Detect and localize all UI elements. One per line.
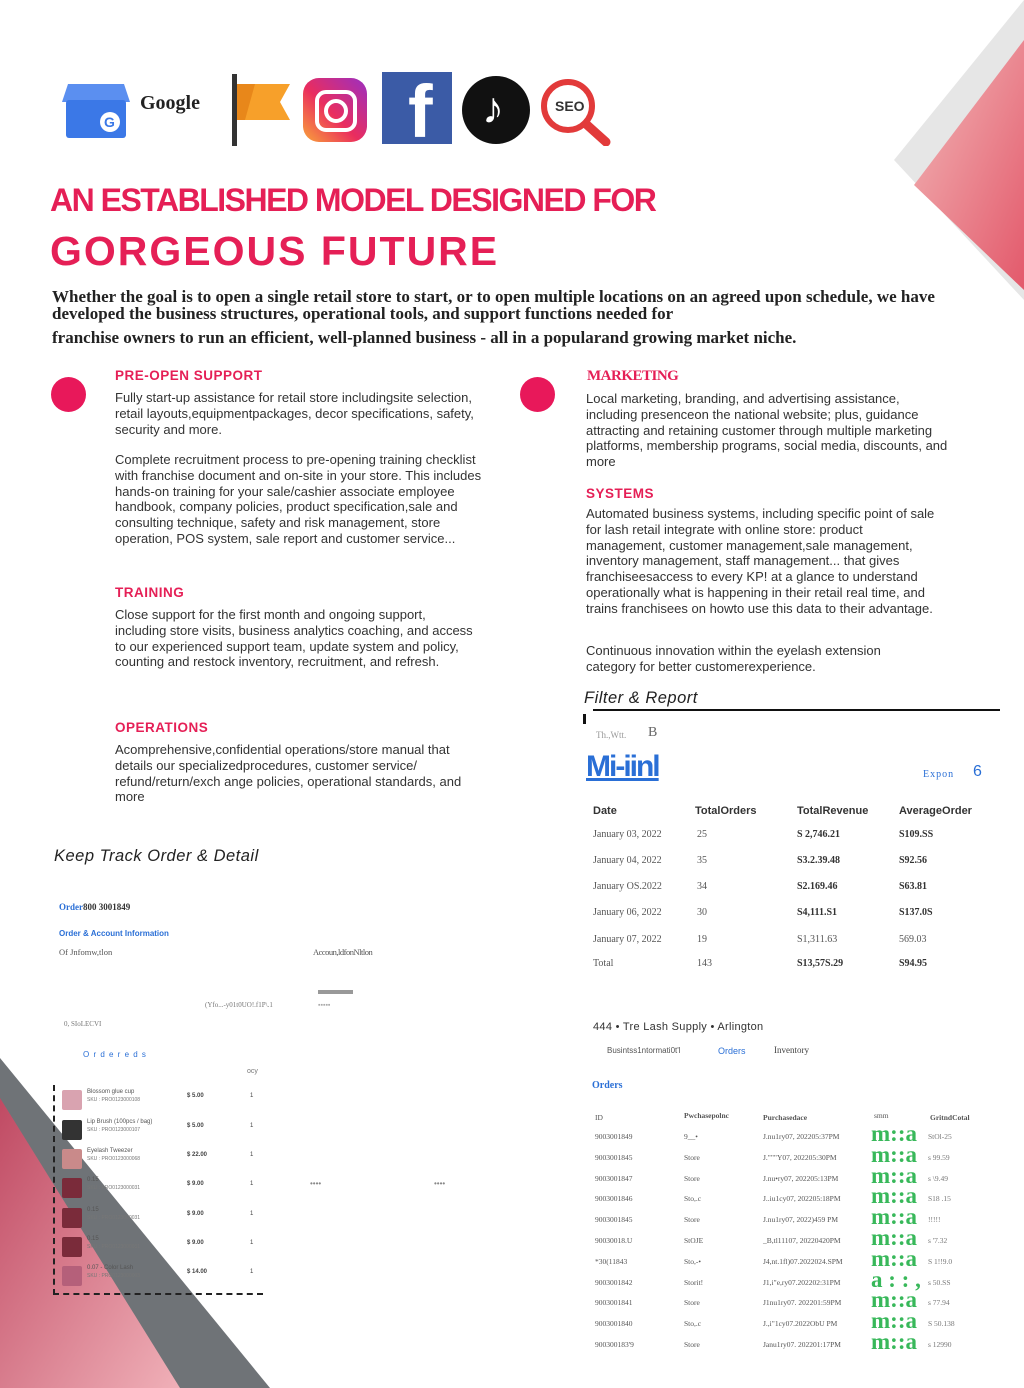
report-cell: S3.2.39.48 bbox=[797, 855, 841, 866]
order-cell: Sto,.c bbox=[684, 1194, 702, 1204]
order-cell[interactable]: *30(11843 bbox=[595, 1256, 628, 1266]
seo-magnifier-icon bbox=[538, 76, 612, 146]
ordered-item-row[interactable] bbox=[62, 1118, 262, 1144]
seo-label: SEO bbox=[555, 98, 585, 114]
tab-orders[interactable]: Orders bbox=[718, 1046, 746, 1056]
product-name: 0.15 bbox=[87, 1236, 99, 1242]
quantity-label: ocy bbox=[247, 1068, 258, 1075]
logo-strip bbox=[60, 70, 620, 153]
report-cell: S 2,746.21 bbox=[797, 829, 841, 840]
systems-text-2: Continuous innovation within the eyelash extension category for better customerexperience. bbox=[586, 643, 881, 674]
report-cell: 569.03 bbox=[899, 934, 927, 945]
instagram-icon bbox=[303, 78, 367, 142]
product-name: 0.15 bbox=[87, 1177, 99, 1183]
product-name: Blossom glue cup bbox=[87, 1089, 135, 1095]
product-quantity: 1 bbox=[250, 1152, 254, 1158]
report-cell: S2.169.46 bbox=[797, 881, 838, 892]
product-quantity: 1 bbox=[250, 1123, 254, 1129]
google-my-business-icon bbox=[60, 76, 132, 140]
report-header-orders: TotalOrders bbox=[695, 805, 757, 817]
flag-icon bbox=[230, 74, 294, 146]
bullet-dot bbox=[51, 377, 86, 412]
tab-business-information[interactable]: Busintss1ntormati0t'l bbox=[607, 1046, 681, 1055]
order-cell: J1nu1ry07. 202201:59PM bbox=[763, 1298, 842, 1308]
order-cell: Sto,.c bbox=[684, 1319, 702, 1329]
order-cell: s '7.32 bbox=[928, 1236, 948, 1245]
product-price: $ 5.00 bbox=[187, 1093, 204, 1099]
placeholder-dots: ▪▪▪▪▪ bbox=[318, 1002, 331, 1009]
divider bbox=[593, 709, 1000, 711]
report-cell: S109.SS bbox=[899, 829, 934, 840]
report-title-link[interactable]: Mi-iinl bbox=[586, 750, 659, 783]
export-button[interactable]: Expon bbox=[923, 769, 955, 780]
product-thumbnail bbox=[62, 1120, 82, 1140]
order-cell: Store bbox=[684, 1173, 700, 1183]
report-cell: January 04, 2022 bbox=[593, 855, 662, 866]
product-thumbnail bbox=[62, 1208, 82, 1228]
order-number-value: 800 3001849 bbox=[83, 902, 131, 912]
systems-title: SYSTEMS bbox=[586, 486, 655, 501]
product-price: $ 9.00 bbox=[187, 1181, 204, 1187]
ordered-item-row[interactable] bbox=[62, 1088, 262, 1114]
report-cell: S94.95 bbox=[899, 958, 928, 969]
tab-inventory[interactable]: Inventory bbox=[774, 1045, 809, 1055]
ordered-item-row[interactable] bbox=[62, 1206, 262, 1232]
product-thumbnail bbox=[62, 1178, 82, 1198]
order-status: m::a bbox=[871, 1329, 917, 1354]
order-cell[interactable]: 90030018.U bbox=[595, 1236, 633, 1245]
orders-header-id: ID bbox=[595, 1113, 603, 1122]
order-cell: _B,tl11107, 20220420PM bbox=[763, 1236, 841, 1245]
order-cell[interactable]: 9003001841 bbox=[595, 1298, 633, 1308]
order-cell: StOJE bbox=[684, 1236, 704, 1245]
order-cell: Sto,-• bbox=[684, 1256, 702, 1266]
order-cell: StOl-25 bbox=[928, 1132, 952, 1141]
product-name: Eyelash Tweezer bbox=[87, 1148, 133, 1154]
order-cell[interactable]: 9003001845 bbox=[595, 1152, 633, 1162]
product-sku: SKU : PRO0123000003 bbox=[87, 1273, 141, 1279]
google-wordmark: Google bbox=[140, 92, 200, 114]
report-cell: 19 bbox=[697, 934, 707, 945]
order-cell: J.nu•ry07, 202205:13PM bbox=[763, 1173, 839, 1183]
intro-paragraph: Whether the goal is to open a single retail store to start, or to open multiple locations on an agreed upon schedule, we have developed the business structures, operational tools, and support functions needed for bbox=[52, 287, 935, 323]
pre-open-text-2: Complete recruitment process to pre-opening training checklist with franchise document and on-site in your store. This includes hands-on training for your sale/cashier associate employee handbook, company policies, product specification,sale and consulting technique, safety and risk management, store operation, POS system, sale report and customer service... bbox=[115, 452, 482, 546]
order-cell: S18 .15 bbox=[928, 1194, 951, 1204]
ordered-item-row[interactable] bbox=[62, 1235, 262, 1261]
order-cell: s 50.SS bbox=[928, 1277, 951, 1287]
ordered-item-row[interactable] bbox=[62, 1176, 262, 1202]
marketing-text: Local marketing, branding, and advertising assistance, including presenceon the national website; plus, guidance attracting and retaining customer through multiple marketing platforms, membership programs, social media, discounts, and more bbox=[586, 391, 948, 470]
report-header-revenue: TotalRevenue bbox=[797, 805, 869, 817]
training-title: TRAINING bbox=[115, 585, 185, 600]
order-cell: Store bbox=[684, 1152, 700, 1162]
headline-primary: AN ESTABLISHED MODEL DESIGNED FOR bbox=[50, 182, 656, 218]
order-cell[interactable]: 9003001840 bbox=[595, 1319, 633, 1329]
order-status: a : : , bbox=[871, 1266, 921, 1292]
corner-decoration-top-right bbox=[884, 0, 1024, 300]
order-cell: s \9.49 bbox=[928, 1173, 949, 1183]
order-meta-line-2: 0, SIoLECVI bbox=[64, 1020, 102, 1028]
order-account-section-title: Order & Account Information bbox=[59, 929, 169, 938]
report-cell: S92.56 bbox=[899, 855, 928, 866]
training-text: Close support for the first month and ongoing support, including store visits, business analytics coaching, and access to our experienced support team, update system and policy, counting and restock inventory, recruitment, and refresh. bbox=[115, 607, 473, 670]
operations-text: Acomprehensive,confidential operations/store manual that details our specializedprocedures, customer service/ refund/return/exch ange policies, operational standards, and more bbox=[115, 742, 462, 805]
order-detail-caption: Keep Track Order & Detail bbox=[54, 847, 259, 865]
product-name: Lip Brush (100pcs / bag) bbox=[87, 1119, 153, 1125]
order-cell: Store bbox=[684, 1215, 700, 1225]
report-cell: 34 bbox=[697, 881, 707, 892]
product-price: $ 14.00 bbox=[187, 1269, 208, 1275]
report-cell: January 03, 2022 bbox=[593, 829, 662, 840]
product-price: $ 9.00 bbox=[187, 1240, 204, 1246]
order-cell: J.nu1ry07, 202205:37PM bbox=[763, 1132, 840, 1141]
order-cell: s 12990 bbox=[928, 1340, 952, 1349]
order-cell: J.,i"1cy07.2022ObU PM bbox=[763, 1319, 838, 1329]
pagination-dots: •••• bbox=[310, 1179, 322, 1188]
order-cell: s 99.59 bbox=[928, 1152, 950, 1162]
report-cell: S63.81 bbox=[899, 881, 928, 892]
order-cell: S 1!!9.0 bbox=[928, 1256, 953, 1266]
order-cell: s 77.94 bbox=[928, 1298, 950, 1308]
order-cell[interactable]: 9003001846 bbox=[595, 1194, 633, 1204]
report-cell: January 06, 2022 bbox=[593, 907, 662, 918]
report-cell: Total bbox=[593, 958, 614, 969]
product-sku: SKU : PRO0123000031 bbox=[87, 1215, 141, 1221]
order-status: m::a bbox=[871, 1308, 917, 1334]
product-name: 0.15 bbox=[87, 1207, 99, 1213]
report-header-average: AverageOrder bbox=[899, 805, 972, 817]
report-cell: January 07, 2022 bbox=[593, 934, 662, 945]
store-line: 444 • Tre Lash Supply • Arlington bbox=[593, 1021, 764, 1033]
filter-report-caption: Filter & Report bbox=[584, 689, 698, 707]
order-cell[interactable]: 9003001845 bbox=[595, 1215, 633, 1225]
report-cell: S1,311.63 bbox=[797, 934, 838, 945]
order-status: m::a bbox=[871, 1121, 917, 1146]
order-status: m::a bbox=[871, 1287, 917, 1313]
orders-header-status: smm bbox=[874, 1111, 889, 1120]
order-cell[interactable]: 900300183'9 bbox=[595, 1340, 634, 1349]
orders-header-grand-total: GritndCotal bbox=[930, 1113, 970, 1122]
product-sku: SKU : PRO0123000107 bbox=[87, 1127, 141, 1133]
report-header-date: Date bbox=[593, 805, 617, 817]
product-sku: SKU : PRO0123000108 bbox=[87, 1097, 141, 1103]
product-quantity: 1 bbox=[250, 1181, 254, 1187]
order-cell: J.nu1ry07, 2022)459 PM bbox=[763, 1215, 839, 1225]
tick-mark bbox=[583, 714, 586, 724]
account-info-label: Accoun,ldfonNltlon bbox=[313, 947, 373, 957]
report-cell: 25 bbox=[697, 829, 707, 840]
orders-title: Orders bbox=[592, 1080, 623, 1091]
order-cell: Storit! bbox=[684, 1277, 704, 1287]
intro-paragraph-continued: franchise owners to run an efficient, well-planned business - all in a popularand growing market niche. bbox=[52, 328, 797, 347]
order-cell: J4,nt.1fl)07.2022024.SPM bbox=[763, 1256, 843, 1266]
order-cell: Store bbox=[684, 1340, 700, 1349]
product-sku: SKU : PRO0123000031 bbox=[87, 1244, 141, 1250]
report-cell: January OS.2022 bbox=[593, 881, 662, 892]
order-status: m::a bbox=[871, 1183, 917, 1209]
product-quantity: 1 bbox=[250, 1211, 254, 1217]
order-cell: S 50.138 bbox=[928, 1319, 955, 1329]
product-price: $ 22.00 bbox=[187, 1152, 208, 1158]
order-cell[interactable]: 9003001842 bbox=[595, 1277, 633, 1287]
order-cell[interactable]: 9003001847 bbox=[595, 1173, 633, 1183]
orders-header-purchase-date: Purchasedace bbox=[763, 1113, 808, 1122]
headline-secondary: GORGEOUS FUTURE bbox=[50, 228, 500, 274]
ordered-item-row[interactable] bbox=[62, 1264, 262, 1290]
order-meta-line: (Yfo...-y01t0UO!.f1P\.1 bbox=[205, 1001, 273, 1009]
order-cell: !!!!! bbox=[928, 1215, 941, 1225]
bullet-dot bbox=[520, 377, 555, 412]
order-cell: J..iu1cy07, 202205:18PM bbox=[763, 1194, 841, 1204]
ordered-item-row[interactable] bbox=[62, 1147, 262, 1173]
order-number bbox=[59, 902, 130, 912]
product-sku: SKU : PRO0123000068 bbox=[87, 1156, 141, 1162]
product-thumbnail bbox=[62, 1149, 82, 1169]
order-cell: Store bbox=[684, 1298, 700, 1308]
order-cell: J."""Y07, 202205:30PM bbox=[763, 1152, 837, 1162]
orders-header-purchase-point: Pwchasepolnc bbox=[684, 1111, 729, 1120]
report-cell: S13,57S.29 bbox=[797, 958, 844, 969]
operations-title: OPERATIONS bbox=[115, 720, 209, 735]
date-filter[interactable]: Th.,Wtt. bbox=[596, 730, 627, 740]
order-cell: Janu1ry07. 202201:17PM bbox=[763, 1340, 841, 1349]
order-cell[interactable]: 9003001849 bbox=[595, 1132, 633, 1141]
pagination-dots: •••• bbox=[434, 1179, 446, 1188]
report-cell: S4,111.S1 bbox=[797, 907, 838, 918]
product-thumbnail bbox=[62, 1090, 82, 1110]
ordered-items-label: O r d e r e d s bbox=[83, 1050, 147, 1059]
report-cell: 143 bbox=[697, 958, 712, 969]
product-price: $ 5.00 bbox=[187, 1123, 204, 1129]
pre-open-title: PRE-OPEN SUPPORT bbox=[115, 368, 263, 383]
product-quantity: 1 bbox=[250, 1240, 254, 1246]
filter-letter: B bbox=[648, 725, 658, 740]
product-thumbnail bbox=[62, 1237, 82, 1257]
order-status: m::a bbox=[871, 1225, 917, 1250]
marketing-title: MARKETING bbox=[587, 368, 679, 384]
order-info-label: Of Jnfomw,tlon bbox=[59, 947, 113, 957]
order-cell: 9__• bbox=[684, 1132, 698, 1141]
report-cell: 35 bbox=[697, 855, 707, 866]
tiktok-icon: ♪ bbox=[462, 76, 530, 144]
order-status: m::a bbox=[871, 1245, 917, 1271]
placeholder-bar bbox=[318, 990, 353, 994]
product-name: 0.07 - Color Lash bbox=[87, 1265, 134, 1271]
order-status: m::a bbox=[871, 1162, 917, 1188]
report-cell: 30 bbox=[697, 907, 707, 918]
product-price: $ 9.00 bbox=[187, 1211, 204, 1217]
product-quantity: 1 bbox=[250, 1269, 254, 1275]
order-status: m::a bbox=[871, 1141, 917, 1167]
svg-text:G: G bbox=[104, 114, 115, 130]
product-sku: SKU : PRO0123000031 bbox=[87, 1185, 141, 1191]
order-cell: J1,i"e,ry07.202202:31PM bbox=[763, 1277, 841, 1287]
facebook-icon: f bbox=[382, 72, 452, 144]
product-quantity: 1 bbox=[250, 1093, 254, 1099]
systems-text: Automated business systems, including specific point of sale for lash retail integrate with online store: product management, customer management,sale management, inventory management, staff management... that gives franchiseesaccess to every KP! at a glance to understand operationally what is happening in their retail real time, and trains franchisees on howto use this data to their advantage. bbox=[586, 506, 935, 616]
export-count: 6 bbox=[973, 763, 982, 780]
product-thumbnail bbox=[62, 1266, 82, 1286]
pre-open-text: Fully start-up assistance for retail store includingsite selection, retail layouts,equipmentpackages, decor specifications, safety, security and more. bbox=[115, 390, 474, 437]
order-status: m::a bbox=[871, 1204, 917, 1230]
order-number-prefix: Order bbox=[59, 902, 83, 912]
report-cell: S137.0S bbox=[899, 907, 933, 918]
